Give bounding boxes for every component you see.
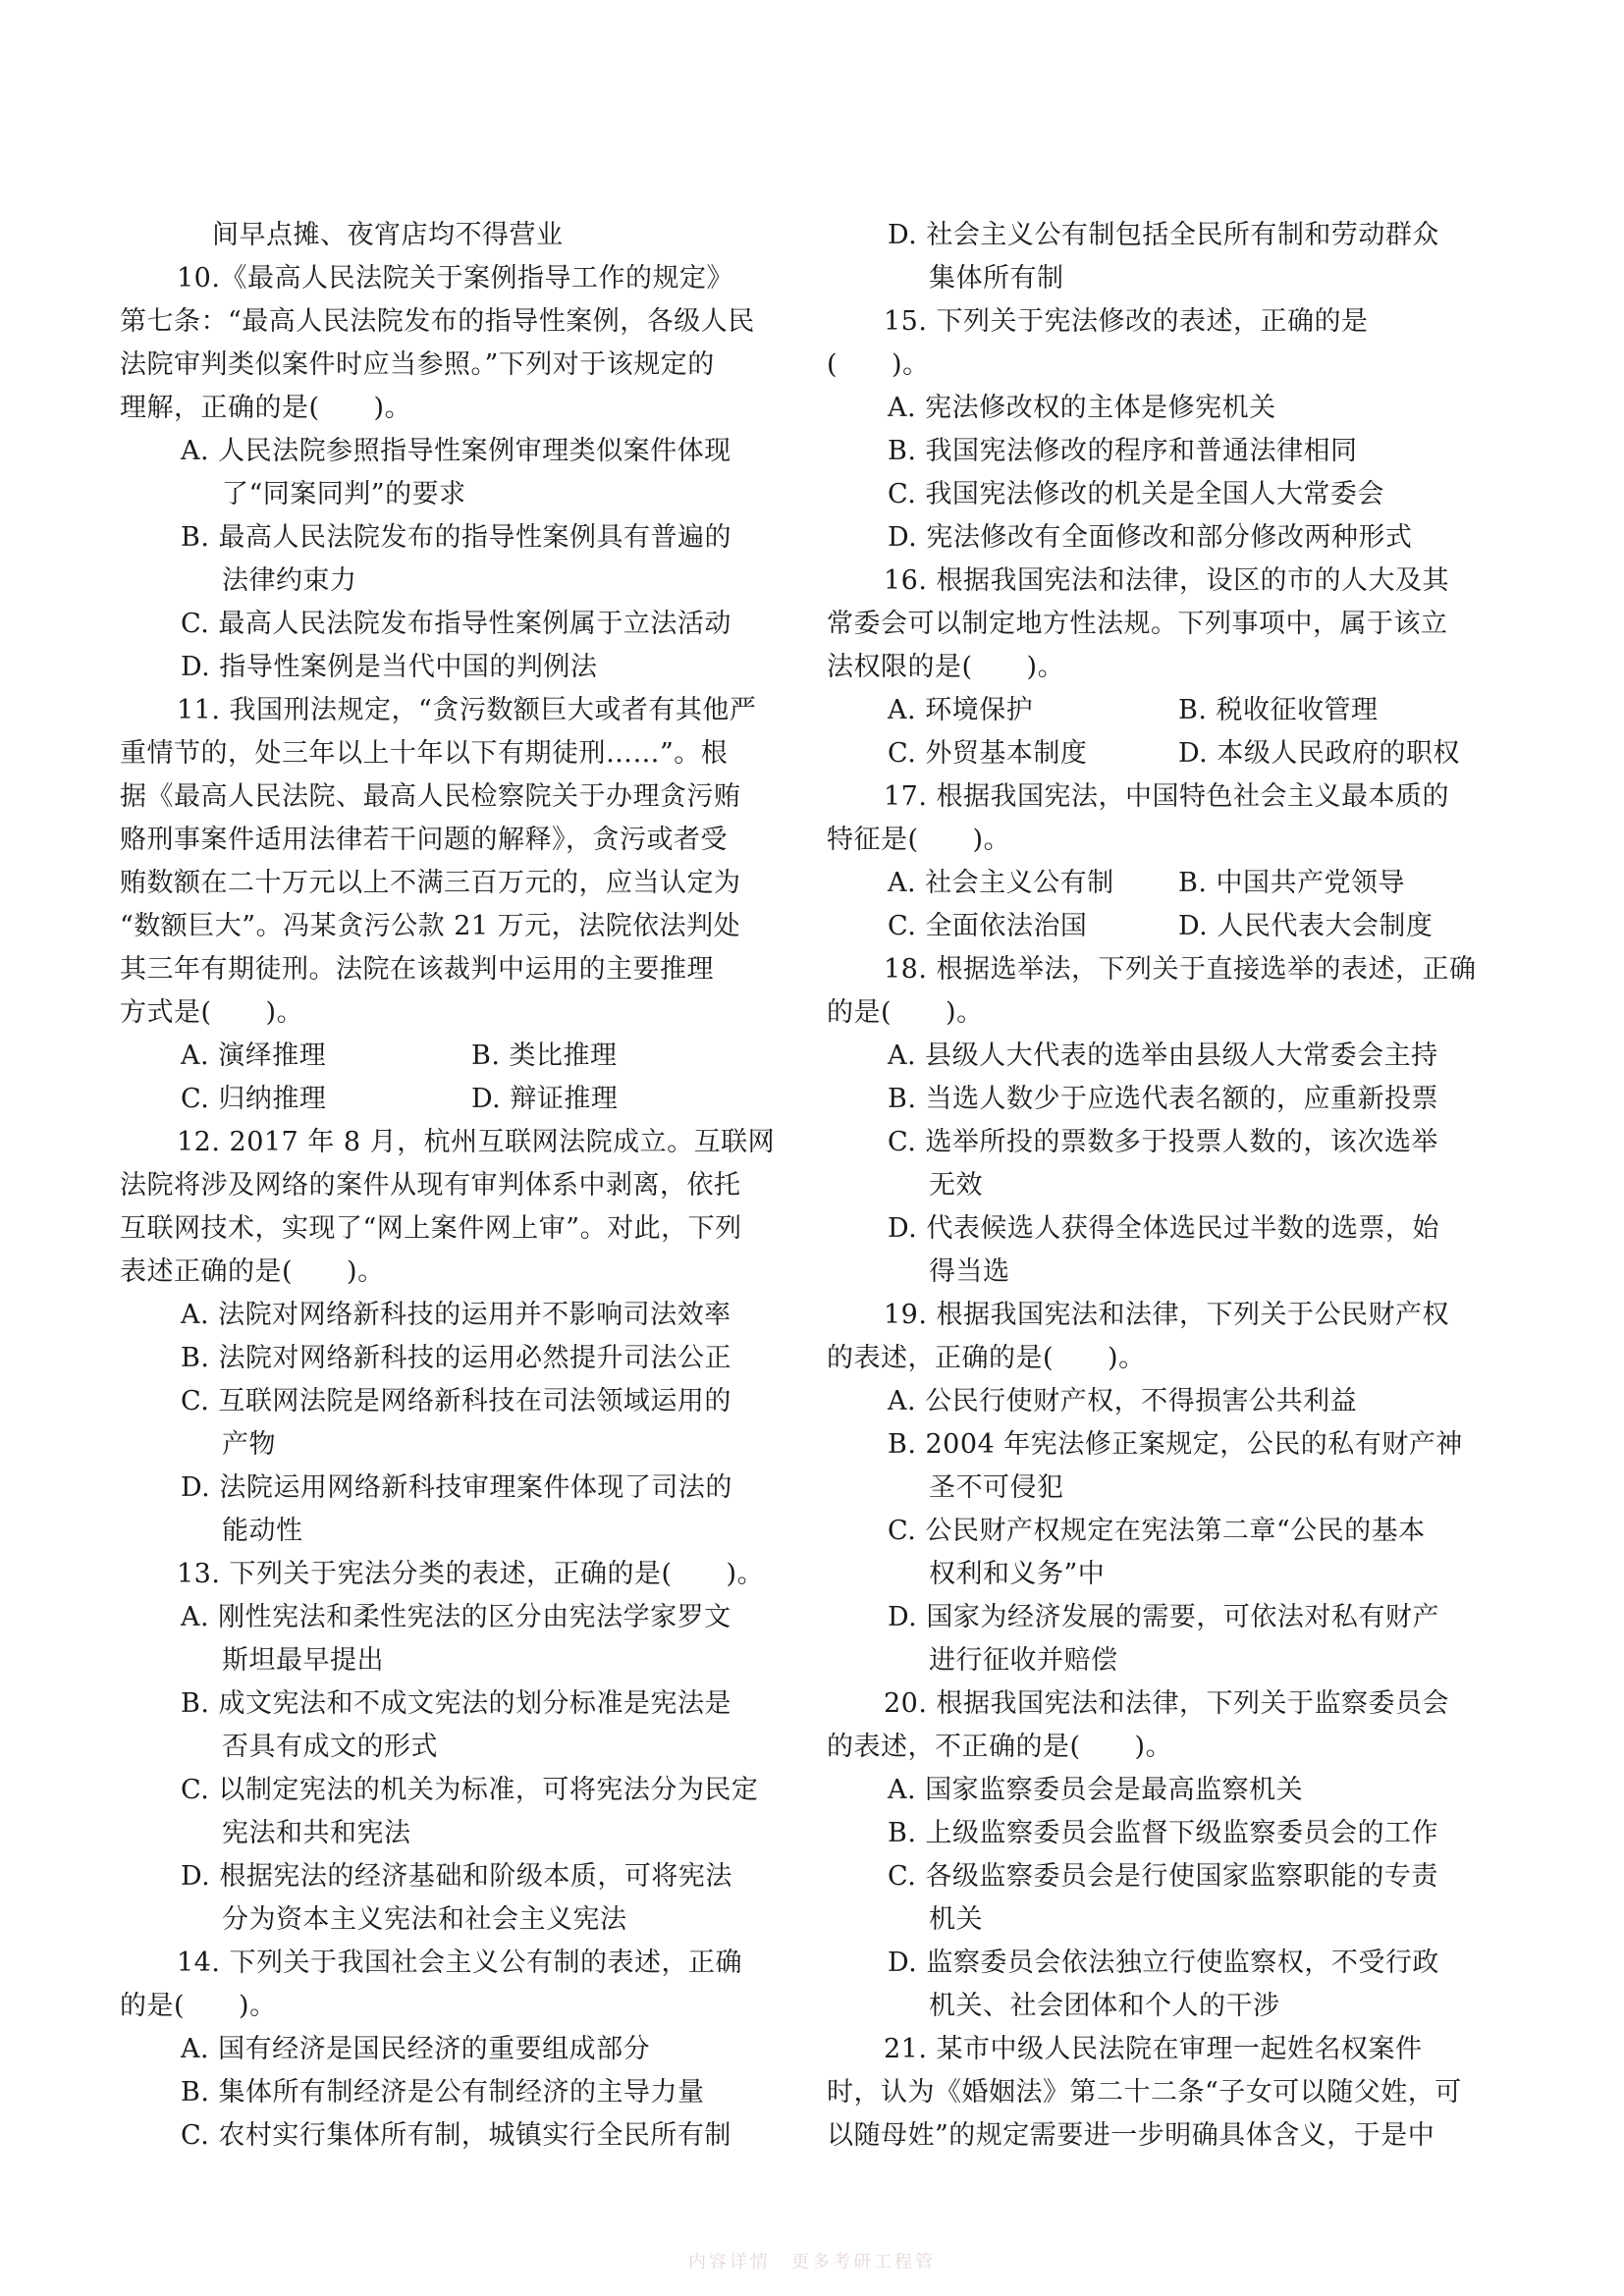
option-line: A. 法院对网络新科技的运用并不影响司法效率 bbox=[181, 1300, 731, 1330]
option-line: 了“同案同判”的要求 bbox=[222, 479, 466, 509]
option-line: 分为资本主义宪法和社会主义宪法 bbox=[222, 1904, 627, 1935]
left-column bbox=[120, 214, 778, 2158]
option-pair-row bbox=[827, 732, 1483, 775]
option-line: C. 农村实行集体所有制，城镇实行全民所有制 bbox=[181, 2120, 731, 2151]
text-line: 重情节的，处三年以上十年以下有期徒刑……”。根 bbox=[120, 738, 729, 769]
text-line: 贿数额在二十万元以上不满三百万元的，应当认定为 bbox=[120, 868, 741, 898]
text-line: 以随母姓”的规定需要进一步明确具体含义，于是中 bbox=[827, 2120, 1435, 2151]
text-line: 常委会可以制定地方性法规。下列事项中，属于该立 bbox=[827, 609, 1448, 639]
option-line: C. 公民财产权规定在宪法第二章“公民的基本 bbox=[888, 1516, 1426, 1546]
option-line: 进行征收并赔偿 bbox=[929, 1645, 1118, 1676]
option-line: D. 指导性案例是当代中国的判例法 bbox=[181, 652, 598, 682]
option-line: A. 国家监察委员会是最高监察机关 bbox=[888, 1775, 1304, 1805]
option-line: A. 宪法修改权的主体是修宪机关 bbox=[888, 393, 1276, 423]
option-line: 产物 bbox=[222, 1429, 276, 1460]
option-line: B. 上级监察委员会监督下级监察委员会的工作 bbox=[888, 1818, 1439, 1848]
option-line: D. 法院运用网络新科技审理案件体现了司法的 bbox=[181, 1472, 732, 1503]
option-line: B. 最高人民法院发布的指导性案例具有普遍的 bbox=[181, 522, 732, 553]
option-pair-row bbox=[827, 689, 1483, 732]
text-line: 特征是( )。 bbox=[827, 825, 1011, 855]
text-line: 的是( )。 bbox=[827, 997, 984, 1028]
option-line: 得当选 bbox=[929, 1256, 1010, 1287]
option-text: B. 中国共产党领导 bbox=[1178, 868, 1406, 898]
question-stem-line: 11. 我国刑法规定，“贪污数额巨大或者有其他严 bbox=[177, 695, 757, 725]
question-stem-line: 14. 下列关于我国社会主义公有制的表述，正确 bbox=[177, 1948, 743, 1978]
page-footer-watermark: 内容详情 更多考研工程管 bbox=[688, 2252, 936, 2272]
option-line: D. 宪法修改有全面修改和部分修改两种形式 bbox=[888, 522, 1413, 553]
option-pair-row bbox=[120, 1078, 778, 1121]
option-line: B. 法院对网络新科技的运用必然提升司法公正 bbox=[181, 1343, 732, 1373]
text-line: 表述正确的是( )。 bbox=[120, 1256, 385, 1287]
option-line: C. 各级监察委员会是行使国家监察职能的专责 bbox=[888, 1861, 1438, 1892]
option-line: A. 国有经济是国民经济的重要组成部分 bbox=[181, 2034, 651, 2064]
option-text: C. 外贸基本制度 bbox=[888, 738, 1088, 769]
option-text: C. 全面依法治国 bbox=[888, 911, 1088, 941]
text-line: 法权限的是( )。 bbox=[827, 652, 1065, 682]
text-line: 其三年有期徒刑。法院在该裁判中运用的主要推理 bbox=[120, 954, 714, 985]
option-line: D. 根据宪法的经济基础和阶级本质，可将宪法 bbox=[181, 1861, 732, 1892]
text-line: 据《最高人民法院、最高人民检察院关于办理贪污贿 bbox=[120, 781, 741, 812]
text-line: 法院将涉及网络的案件从现有审判体系中剥离，依托 bbox=[120, 1170, 741, 1201]
text-line: 理解，正确的是( )。 bbox=[120, 393, 412, 423]
option-text: A. 演绎推理 bbox=[181, 1041, 327, 1071]
option-pair-row bbox=[827, 905, 1483, 948]
question-stem-line: 13. 下列关于宪法分类的表述，正确的是( )。 bbox=[177, 1559, 765, 1589]
option-line: B. 当选人数少于应选代表名额的，应重新投票 bbox=[888, 1084, 1439, 1114]
text-line: “数额巨大”。冯某贪污公款 21 万元，法院依法判处 bbox=[120, 911, 741, 941]
question-stem-line: 12. 2017 年 8 月，杭州互联网法院成立。互联网 bbox=[177, 1127, 776, 1157]
text-line: 法院审判类似案件时应当参照。”下列对于该规定的 bbox=[120, 349, 715, 380]
option-line: B. 我国宪法修改的程序和普通法律相同 bbox=[888, 436, 1358, 466]
option-line: D. 国家为经济发展的需要，可依法对私有财产 bbox=[888, 1602, 1439, 1632]
question-stem-line: 16. 根据我国宪法和法律，设区的市的人大及其 bbox=[884, 565, 1450, 596]
text-line: 的表述，正确的是( )。 bbox=[827, 1343, 1146, 1373]
text-line: 的表述，不正确的是( )。 bbox=[827, 1732, 1173, 1762]
right-column bbox=[827, 214, 1483, 2158]
option-pair-row bbox=[120, 1035, 778, 1078]
option-line: B. 2004 年宪法修正案规定，公民的私有财产神 bbox=[888, 1429, 1463, 1460]
text-line: 赂刑事案件适用法律若干问题的解释》，贪污或者受 bbox=[120, 825, 728, 855]
option-text: D. 辩证推理 bbox=[471, 1084, 619, 1114]
option-text: A. 环境保护 bbox=[888, 695, 1034, 725]
option-line: D. 监察委员会依法独立行使监察权，不受行政 bbox=[888, 1948, 1439, 1978]
option-line: 能动性 bbox=[222, 1516, 303, 1546]
option-text: D. 本级人民政府的职权 bbox=[1178, 738, 1460, 769]
text-line: 的是( )。 bbox=[120, 1991, 277, 2021]
option-line: 斯坦最早提出 bbox=[222, 1645, 384, 1676]
text-line: 第七条：“最高人民法院发布的指导性案例，各级人民 bbox=[120, 306, 755, 337]
option-line: B. 集体所有制经济是公有制经济的主导力量 bbox=[181, 2077, 705, 2108]
option-line: C. 我国宪法修改的机关是全国人大常委会 bbox=[888, 479, 1384, 509]
question-stem-line: 19. 根据我国宪法和法律，下列关于公民财产权 bbox=[884, 1300, 1450, 1330]
option-line: A. 公民行使财产权，不得损害公共利益 bbox=[888, 1386, 1358, 1416]
option-pair-row bbox=[827, 862, 1483, 905]
text-line: 方式是( )。 bbox=[120, 997, 304, 1028]
option-line: 法律约束力 bbox=[222, 565, 357, 596]
option-text: B. 类比推理 bbox=[471, 1041, 618, 1071]
option-line: C. 最高人民法院发布指导性案例属于立法活动 bbox=[181, 609, 731, 639]
question-stem-line: 18. 根据选举法，下列关于直接选举的表述，正确 bbox=[884, 954, 1477, 985]
text-line: 时，认为《婚姻法》第二十二条“子女可以随父姓，可 bbox=[827, 2077, 1462, 2108]
option-line: 权利和义务”中 bbox=[929, 1559, 1106, 1589]
question-stem-line: 15. 下列关于宪法修改的表述，正确的是 bbox=[884, 306, 1369, 337]
option-line: 否具有成文的形式 bbox=[222, 1732, 438, 1762]
option-line: A. 人民法院参照指导性案例审理类似案件体现 bbox=[181, 436, 731, 466]
option-text: C. 归纳推理 bbox=[181, 1084, 327, 1114]
option-line: 宪法和共和宪法 bbox=[222, 1818, 411, 1848]
question-stem-line: 20. 根据我国宪法和法律，下列关于监察委员会 bbox=[884, 1688, 1450, 1719]
option-line: C. 互联网法院是网络新科技在司法领域运用的 bbox=[181, 1386, 731, 1416]
option-line: 机关 bbox=[929, 1904, 983, 1935]
option-line: A. 县级人大代表的选举由县级人大常委会主持 bbox=[888, 1041, 1438, 1071]
option-line: 圣不可侵犯 bbox=[929, 1472, 1064, 1503]
text-line: ( )。 bbox=[827, 349, 930, 380]
option-line: B. 成文宪法和不成文宪法的划分标准是宪法是 bbox=[181, 1688, 732, 1719]
text-line: 间早点摊、夜宵店均不得营业 bbox=[212, 220, 564, 250]
option-line: 无效 bbox=[929, 1170, 983, 1201]
option-line: C. 选举所投的票数多于投票人数的，该次选举 bbox=[888, 1127, 1438, 1157]
option-text: B. 税收征收管理 bbox=[1178, 695, 1379, 725]
option-line: 集体所有制 bbox=[929, 263, 1064, 294]
option-text: D. 人民代表大会制度 bbox=[1178, 911, 1434, 941]
question-stem-line: 21. 某市中级人民法院在审理一起姓名权案件 bbox=[884, 2034, 1423, 2064]
option-line: 机关、社会团体和个人的干涉 bbox=[929, 1991, 1280, 2021]
option-text: A. 社会主义公有制 bbox=[888, 868, 1114, 898]
option-line: D. 社会主义公有制包括全民所有制和劳动群众 bbox=[888, 220, 1439, 250]
text-line: 互联网技术，实现了“网上案件网上审”。对此，下列 bbox=[120, 1213, 742, 1244]
option-line: A. 刚性宪法和柔性宪法的区分由宪法学家罗文 bbox=[181, 1602, 731, 1632]
option-line: D. 代表候选人获得全体选民过半数的选票，始 bbox=[888, 1213, 1439, 1244]
option-line: C. 以制定宪法的机关为标准，可将宪法分为民定 bbox=[181, 1775, 759, 1805]
question-stem-line: 10.《最高人民法院关于案例指导工作的规定》 bbox=[177, 263, 733, 294]
question-stem-line: 17. 根据我国宪法，中国特色社会主义最本质的 bbox=[884, 781, 1450, 812]
